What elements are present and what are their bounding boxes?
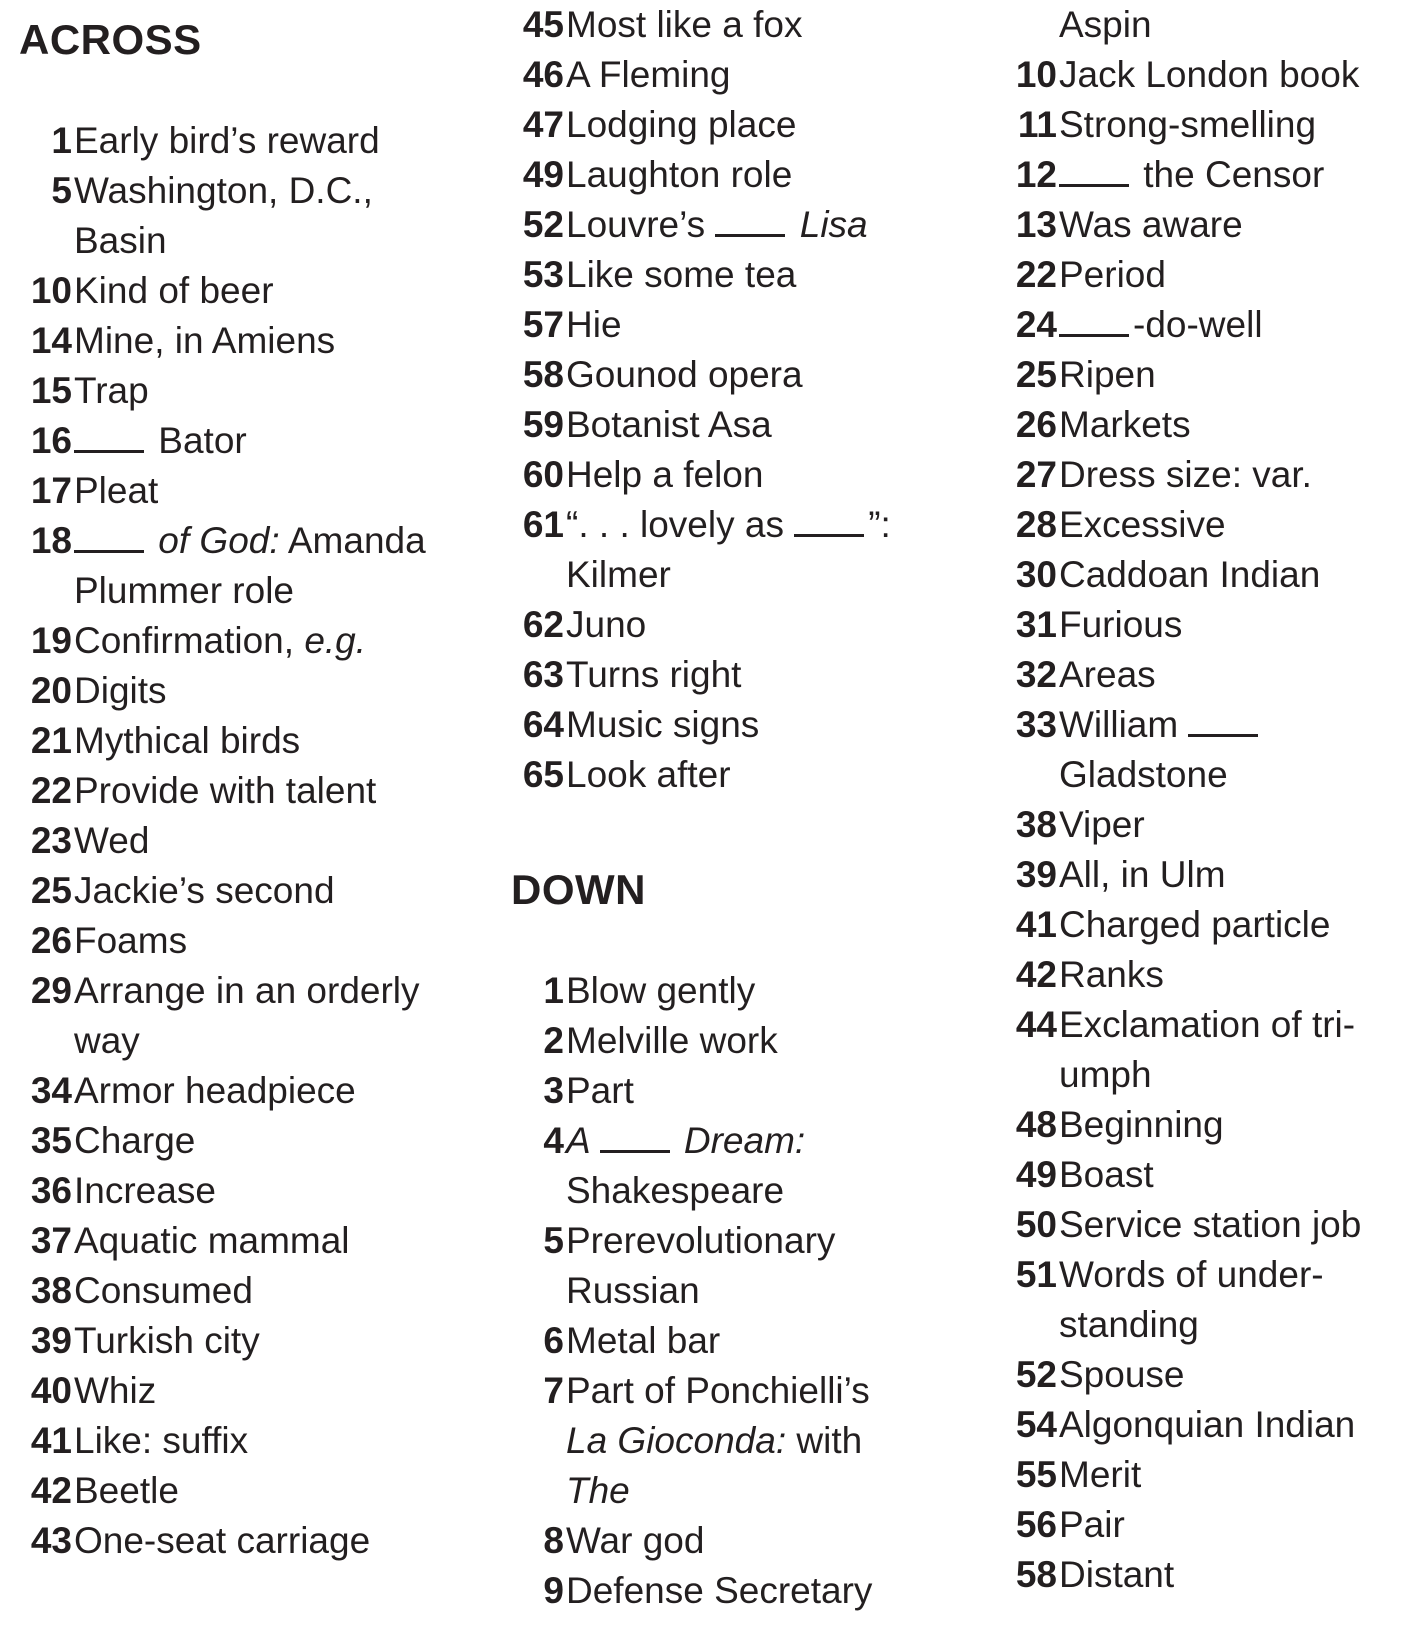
- clue-continuation: way: [74, 1020, 140, 1061]
- clue-number: 52: [522, 204, 564, 245]
- clue-text: Increase: [74, 1170, 216, 1211]
- down-clue: [1004, 200, 1423, 250]
- down-clue: [511, 1366, 981, 1416]
- clue-text: Consumed: [74, 1270, 253, 1311]
- clue-number: 19: [30, 620, 72, 661]
- clue-text: Trap: [74, 370, 149, 411]
- clue-number: 1: [51, 120, 72, 161]
- clue-number: 36: [30, 1170, 72, 1211]
- clue-text: Hie: [566, 304, 622, 345]
- clue-number: 41: [1015, 904, 1057, 945]
- across-clue: [19, 716, 489, 766]
- down-clue: [1004, 600, 1423, 650]
- clue-continuation: Shakespeare: [566, 1170, 785, 1211]
- clue-text: Distant: [1059, 1554, 1175, 1595]
- across-clue: [19, 416, 489, 466]
- clue-number: 38: [1015, 804, 1057, 845]
- column-2: [511, 0, 981, 1616]
- clue-number: 12: [1015, 154, 1057, 195]
- down-clue: [511, 1016, 981, 1066]
- across-clue-list: [19, 116, 489, 1566]
- answer-blank: [600, 1120, 670, 1153]
- down-clue: [1004, 1550, 1423, 1600]
- clue-text: Markets: [1059, 404, 1191, 445]
- down-clue: [1004, 1100, 1423, 1150]
- down-clue: [1004, 800, 1423, 850]
- clue-italic: The: [566, 1470, 630, 1511]
- clue-text: Service station job: [1059, 1204, 1362, 1245]
- across-clue: [19, 916, 489, 966]
- across-clue: [19, 116, 489, 166]
- across-clue: [511, 600, 981, 650]
- down-clue: [1004, 450, 1423, 500]
- clue-number: 10: [30, 270, 72, 311]
- clue-text: Botanist Asa: [566, 404, 772, 445]
- clue-number: 21: [30, 720, 72, 761]
- across-clue: [19, 516, 489, 566]
- clue-number: 26: [1015, 404, 1057, 445]
- clue-number: 33: [1015, 704, 1057, 745]
- across-clue: [511, 700, 981, 750]
- down-clue: [1004, 100, 1423, 150]
- clue-number: 13: [1015, 204, 1057, 245]
- down-clue: [511, 1316, 981, 1366]
- clue-text: Defense Secretary: [566, 1570, 873, 1611]
- down-clue: [1004, 1200, 1423, 1250]
- clue-text: Most like a fox: [566, 4, 803, 45]
- clue-text: Jack London book: [1059, 54, 1360, 95]
- clue-number: 27: [1015, 454, 1057, 495]
- clue-number: 14: [30, 320, 72, 361]
- clue-number: 57: [522, 304, 564, 345]
- clue-number: 61: [522, 504, 564, 545]
- down-clue: [1004, 900, 1423, 950]
- column-1: [19, 0, 489, 1566]
- clue-number: 51: [1015, 1254, 1057, 1295]
- clue-continuation: Plummer role: [74, 570, 294, 611]
- clue-text: Pair: [1059, 1504, 1125, 1545]
- clue-number: 43: [30, 1520, 72, 1561]
- clue-text: Wed: [74, 820, 150, 861]
- clue-number: 63: [522, 654, 564, 695]
- clue-number: 5: [51, 170, 72, 211]
- clue-text: the Censor: [1059, 150, 1423, 200]
- down-clue: [1004, 400, 1423, 450]
- clue-number: 11: [1017, 104, 1057, 145]
- answer-blank: [715, 204, 785, 237]
- clue-number: 45: [522, 4, 564, 45]
- clue-number: 29: [30, 970, 72, 1011]
- clue-italic: La Gioconda:: [566, 1420, 787, 1461]
- clue-number: 64: [522, 704, 564, 745]
- clue-number: 6: [543, 1320, 564, 1361]
- clue-number: 3: [543, 1070, 564, 1111]
- clue-text: Early bird’s reward: [74, 120, 380, 161]
- across-clue: [19, 266, 489, 316]
- clue-text: Aquatic mammal: [74, 1220, 350, 1261]
- clue-italic: e.g.: [304, 620, 367, 661]
- across-clue: [511, 250, 981, 300]
- down-clue: [1004, 1450, 1423, 1500]
- across-clue: [511, 0, 981, 50]
- clue-number: 53: [522, 254, 564, 295]
- clue-number: 35: [30, 1120, 72, 1161]
- clue-number: 54: [1015, 1404, 1057, 1445]
- clue-number: 56: [1015, 1504, 1057, 1545]
- clue-number: 39: [30, 1320, 72, 1361]
- clue-text: Ranks: [1059, 954, 1164, 995]
- down-heading: DOWN: [511, 866, 646, 913]
- clue-number: 23: [30, 820, 72, 861]
- clue-text: War god: [566, 1520, 705, 1561]
- clue-text: Provide with talent: [74, 770, 377, 811]
- clue-text: of God: Amanda: [74, 516, 489, 566]
- across-clue: [511, 750, 981, 800]
- clue-text: Turkish city: [74, 1320, 260, 1361]
- down-clue: [1004, 300, 1423, 350]
- down-clue: [511, 1516, 981, 1566]
- clue-text: Furious: [1059, 604, 1183, 645]
- across-clue: [511, 650, 981, 700]
- clue-text: Juno: [566, 604, 647, 645]
- clue-number: 49: [522, 154, 564, 195]
- clue-text: Like: suffix: [74, 1420, 249, 1461]
- down-clue: [1004, 850, 1423, 900]
- clue-text: A Fleming: [566, 54, 731, 95]
- clue-text: Help a felon: [566, 454, 764, 495]
- clue-text: Boast: [1059, 1154, 1154, 1195]
- clue-text: Spouse: [1059, 1354, 1185, 1395]
- clue-text: Lodging place: [566, 104, 797, 145]
- across-clue: [511, 400, 981, 450]
- clue-continuation: umph: [1059, 1054, 1152, 1095]
- down-clue: [1004, 350, 1423, 400]
- clue-text: “. . . lovely as ”:: [566, 504, 891, 545]
- down-clue: [1004, 950, 1423, 1000]
- answer-blank: [1059, 304, 1129, 337]
- clue-text: Was aware: [1059, 204, 1243, 245]
- clue-number: 44: [1015, 1004, 1057, 1045]
- clue-number: 25: [1015, 354, 1057, 395]
- clue-number: 52: [1015, 1354, 1057, 1395]
- answer-blank: [74, 520, 144, 553]
- clue-text: Exclamation of tri-: [1059, 1004, 1356, 1045]
- answer-blank: [1059, 154, 1129, 187]
- clue-number: 17: [30, 470, 72, 511]
- clue-number: 15: [30, 370, 72, 411]
- across-clue: [19, 366, 489, 416]
- across-clue: [19, 316, 489, 366]
- across-clue: [511, 300, 981, 350]
- clue-text: Charged particle: [1059, 904, 1331, 945]
- down-clue: [1004, 1350, 1423, 1400]
- clue-italic: Lisa: [789, 204, 868, 245]
- answer-blank: [1188, 704, 1258, 737]
- clue-text: Pleat: [74, 470, 159, 511]
- across-clue: [19, 766, 489, 816]
- clue-continuation: La Gioconda: with: [566, 1420, 863, 1461]
- clue-text: Look after: [566, 754, 731, 795]
- clue-text: Prerevolutionary: [566, 1220, 836, 1261]
- clue-text: One-seat carriage: [74, 1520, 371, 1561]
- clue-text: Mythical birds: [74, 720, 301, 761]
- clue-text: Beetle: [74, 1470, 179, 1511]
- clue-number: 60: [522, 454, 564, 495]
- clue-text: Part: [566, 1070, 634, 1111]
- clue-text: -do-well: [1059, 300, 1423, 350]
- across-clue: [511, 200, 981, 250]
- clue-text: [566, 1116, 981, 1166]
- across-clue: [19, 1116, 489, 1166]
- across-clue: [19, 1066, 489, 1116]
- clue-number: 59: [522, 404, 564, 445]
- clue-text: Turns right: [566, 654, 742, 695]
- clue-number: 38: [30, 1270, 72, 1311]
- clue-continuation: Basin: [74, 220, 167, 261]
- clue-text: Blow gently: [566, 970, 756, 1011]
- across-clue-list-continued: [511, 0, 981, 800]
- across-clue: [511, 450, 981, 500]
- clue-number: 55: [1015, 1454, 1057, 1495]
- clue-text: Whiz: [74, 1370, 157, 1411]
- clue-text: Kind of beer: [74, 270, 274, 311]
- clue-text: Music signs: [566, 704, 760, 745]
- across-clue: [19, 1266, 489, 1316]
- down-clue: [1004, 650, 1423, 700]
- clue-number: 34: [30, 1070, 72, 1111]
- clue-text: Gounod opera: [566, 354, 803, 395]
- clue-number: 37: [30, 1220, 72, 1261]
- clue-text: Metal bar: [566, 1320, 721, 1361]
- down-clue: [1004, 1500, 1423, 1550]
- clue-number: 10: [1015, 54, 1057, 95]
- down-clue: [1004, 500, 1423, 550]
- across-clue: [19, 1216, 489, 1266]
- clue-text: Jackie’s second: [74, 870, 335, 911]
- answer-blank: [794, 504, 864, 537]
- clue-text: All, in Ulm: [1059, 854, 1226, 895]
- across-clue: [19, 1366, 489, 1416]
- clue-text: Armor headpiece: [74, 1070, 356, 1111]
- clue-text: Louvre’s Lisa: [566, 204, 868, 245]
- down-clue: [1004, 700, 1423, 750]
- clue-text: William: [1059, 700, 1423, 750]
- clue-number: 7: [543, 1370, 564, 1411]
- across-clue: [511, 500, 981, 550]
- clue-text: Arrange in an orderly: [74, 970, 420, 1011]
- down-clue: [1004, 150, 1423, 200]
- clue-continuation: Aspin: [1059, 4, 1152, 45]
- clue-number: 48: [1015, 1104, 1057, 1145]
- clue-italic: Dream:: [673, 1120, 806, 1161]
- down-clue: [1004, 250, 1423, 300]
- clue-number: 42: [30, 1470, 72, 1511]
- clue-number: 65: [522, 754, 564, 795]
- clue-text: Areas: [1059, 654, 1156, 695]
- clue-continuation: Russian: [566, 1270, 700, 1311]
- down-clue: [1004, 1400, 1423, 1450]
- down-clue: [511, 1566, 981, 1616]
- clue-continuation: standing: [1059, 1304, 1199, 1345]
- down-clue: [1004, 1150, 1423, 1200]
- clue-number: 41: [30, 1420, 72, 1461]
- across-clue: [19, 866, 489, 916]
- down-clue: [1004, 50, 1423, 100]
- down-clue-list: [511, 966, 981, 1616]
- clue-text: Period: [1059, 254, 1166, 295]
- clue-text: Dress size: var.: [1059, 454, 1312, 495]
- clue-text: Part of Ponchielli’s: [566, 1370, 870, 1411]
- clue-number: 40: [30, 1370, 72, 1411]
- clue-number: 28: [1015, 504, 1057, 545]
- clue-number: 46: [522, 54, 564, 95]
- clue-continuation: Gladstone: [1059, 754, 1228, 795]
- across-clue: [19, 166, 489, 216]
- clue-number: 2: [543, 1020, 564, 1061]
- clue-text: Mine, in Amiens: [74, 320, 336, 361]
- clue-number: 26: [30, 920, 72, 961]
- clue-text: Like some tea: [566, 254, 797, 295]
- clue-number: 16: [30, 420, 72, 461]
- down-clue-list-continued: [1004, 0, 1423, 1600]
- down-clue: [1004, 1250, 1423, 1300]
- clue-text: Laughton role: [566, 154, 793, 195]
- clue-continuation: [511, 1466, 981, 1516]
- clue-number: 24: [1015, 304, 1057, 345]
- clue-number: 30: [1015, 554, 1057, 595]
- clue-text: Caddoan Indian: [1059, 554, 1321, 595]
- across-clue: [19, 1416, 489, 1466]
- clue-number: 22: [1015, 254, 1057, 295]
- across-clue: [511, 100, 981, 150]
- answer-blank: [74, 420, 144, 453]
- across-heading: ACROSS: [19, 16, 202, 63]
- clue-number: 1: [543, 970, 564, 1011]
- clue-text: Merit: [1059, 1454, 1142, 1495]
- clue-number: 58: [1015, 1554, 1057, 1595]
- down-clue: [511, 1116, 981, 1166]
- clue-number: 5: [543, 1220, 564, 1261]
- clue-number: 25: [30, 870, 72, 911]
- across-clue: [19, 1166, 489, 1216]
- clue-number: 58: [522, 354, 564, 395]
- clue-number: 31: [1015, 604, 1057, 645]
- across-clue: [19, 466, 489, 516]
- clue-number: 9: [543, 1570, 564, 1611]
- down-clue: [511, 966, 981, 1016]
- across-clue: [19, 1466, 489, 1516]
- across-clue: [19, 1316, 489, 1366]
- across-clue: [19, 666, 489, 716]
- clue-text: Melville work: [566, 1020, 778, 1061]
- across-clue: [19, 816, 489, 866]
- clue-number: 4: [543, 1120, 564, 1161]
- clue-text: Viper: [1059, 804, 1145, 845]
- clue-text: Ripen: [1059, 354, 1156, 395]
- clue-text: Charge: [74, 1120, 196, 1161]
- clue-number: 18: [30, 520, 72, 561]
- clue-number: 50: [1015, 1204, 1057, 1245]
- across-clue: [19, 616, 489, 666]
- across-clue: [511, 150, 981, 200]
- clue-text: Bator: [74, 416, 489, 466]
- column-3: [1004, 0, 1423, 1600]
- clue-text: Digits: [74, 670, 167, 711]
- across-clue: [511, 350, 981, 400]
- clue-text: Washington, D.C.,: [74, 170, 373, 211]
- down-clue: [511, 1216, 981, 1266]
- clue-number: 49: [1015, 1154, 1057, 1195]
- clue-number: 22: [30, 770, 72, 811]
- clue-number: 8: [543, 1520, 564, 1561]
- clue-text: Words of under-: [1059, 1254, 1324, 1295]
- clue-text: Confirmation, e.g.: [74, 620, 367, 661]
- clue-number: 47: [522, 104, 564, 145]
- clue-italic: A: [566, 1120, 600, 1161]
- clue-number: 62: [522, 604, 564, 645]
- clue-number: 20: [30, 670, 72, 711]
- clue-text: Excessive: [1059, 504, 1226, 545]
- clue-number: 39: [1015, 854, 1057, 895]
- clue-continuation: Kilmer: [566, 554, 671, 595]
- across-clue: [511, 50, 981, 100]
- clue-text: Beginning: [1059, 1104, 1224, 1145]
- clue-text: Algonquian Indian: [1059, 1404, 1356, 1445]
- clue-italic: of God:: [148, 520, 280, 561]
- down-clue: [511, 1066, 981, 1116]
- down-clue: [1004, 550, 1423, 600]
- clue-number: 42: [1015, 954, 1057, 995]
- across-clue: [19, 1516, 489, 1566]
- across-clue: [19, 966, 489, 1016]
- clue-number: 32: [1015, 654, 1057, 695]
- clue-text: Foams: [74, 920, 188, 961]
- clue-text: Strong-smelling: [1059, 104, 1317, 145]
- down-clue: [1004, 1000, 1423, 1050]
